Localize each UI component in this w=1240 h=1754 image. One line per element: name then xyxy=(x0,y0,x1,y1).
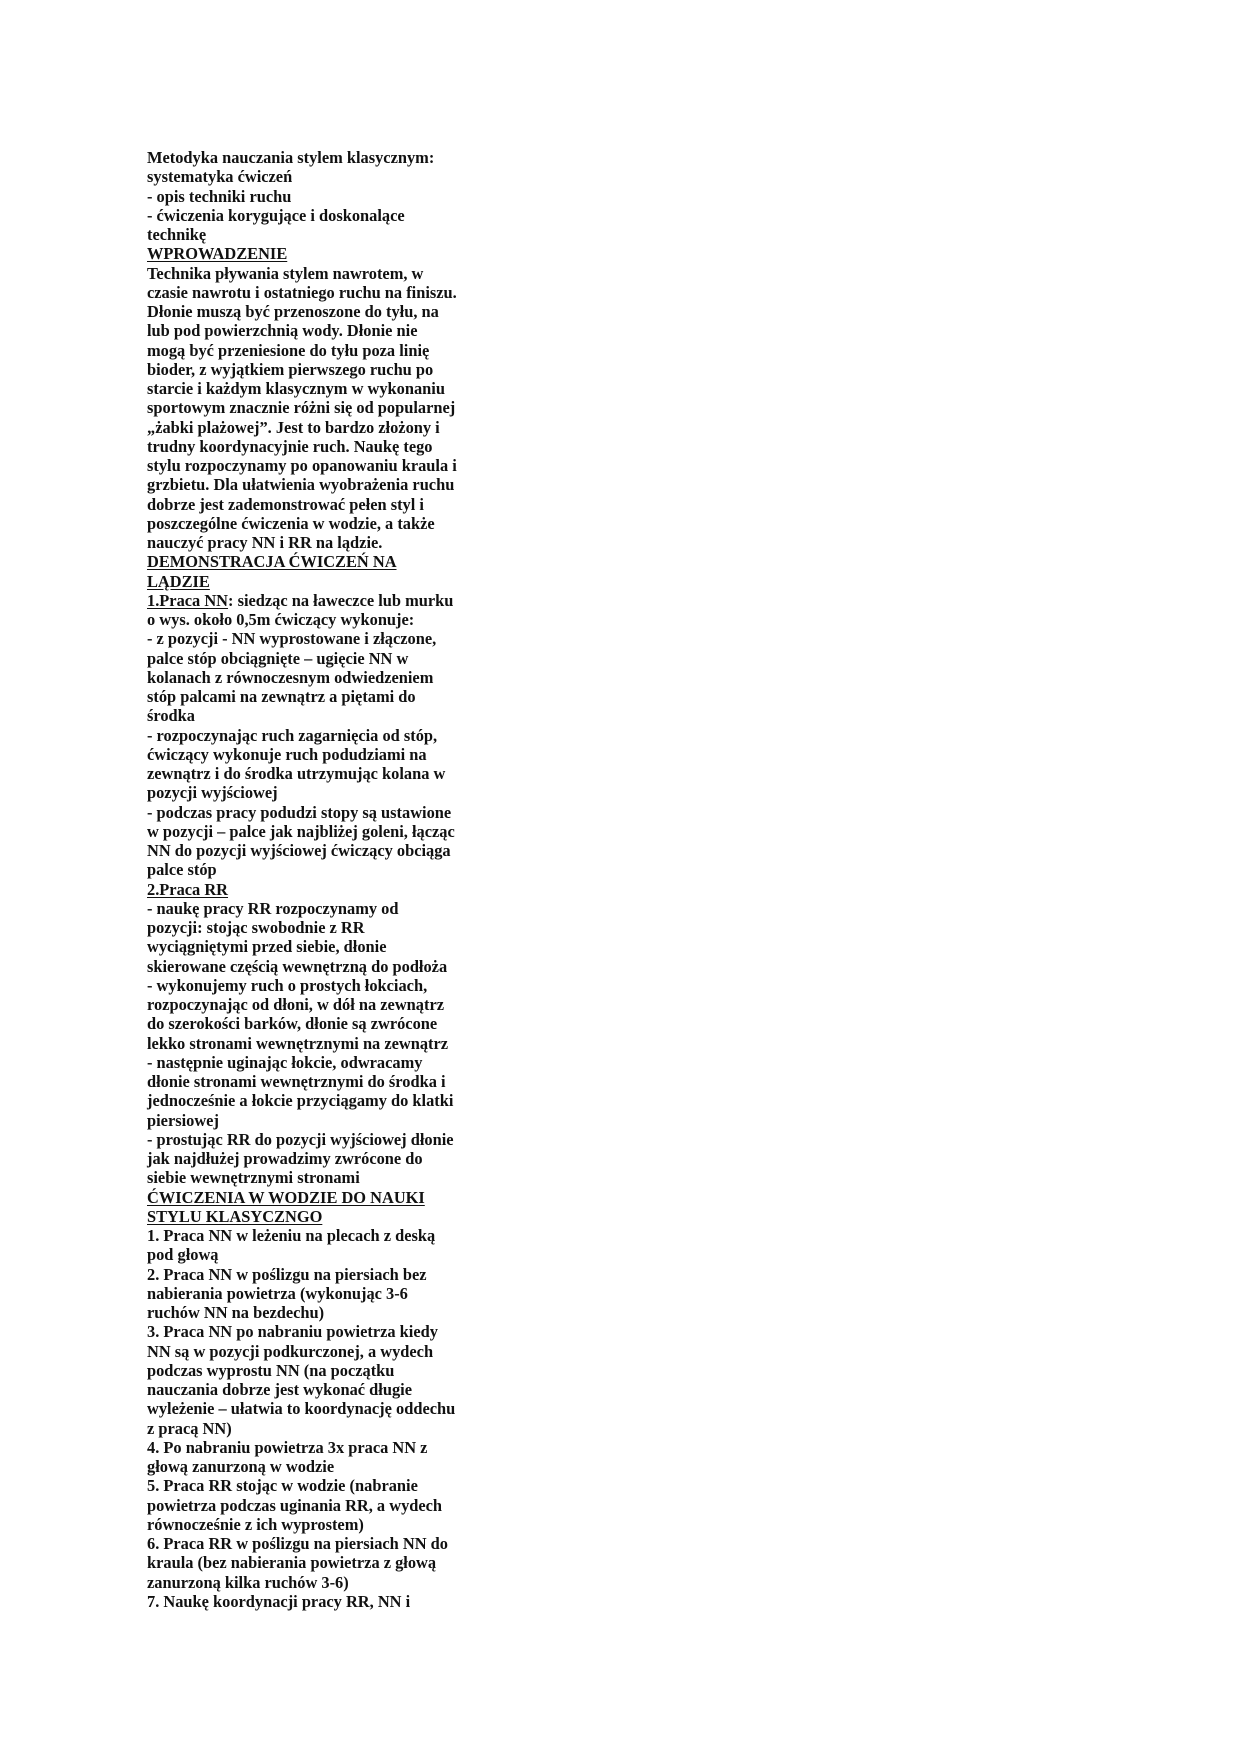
list-item: 6. Praca RR w poślizgu na piersiach NN do kraula (bez nabierania powietrza z głową zanurzoną kilka ruchów 3-6) xyxy=(147,1534,448,1592)
section-heading-land: DEMONSTRACJA ĆWICZEŃ NA LĄDZIE xyxy=(147,552,397,591)
outline-item: systematyka ćwiczeń xyxy=(147,167,293,187)
list-item: 5. Praca RR stojąc w wodzie (nabranie powietrza podczas uginania RR, a wydech równocześnie z ich wyprostem) xyxy=(147,1476,443,1534)
outline-item: - opis techniki ruchu xyxy=(147,186,292,206)
document-title: Metodyka nauczania stylem klasycznym: xyxy=(147,148,435,167)
nn-text: : siedząc na ławeczce lub murku o wys. około 0,5m ćwiczący wykonuje: xyxy=(147,590,454,629)
list-item: 3. Praca NN po nabraniu powietrza kiedy NN są w pozycji podkurczonej, a wydech podczas wyprostu NN (na początku nauczania dobrze jest wykonać długie wyleżenie – ułatwia to koordynację oddechu z pracą NN) xyxy=(147,1322,456,1438)
list-item: 1. Praca NN w leżeniu na plecach z deską pod głową xyxy=(147,1226,436,1265)
section-heading-intro: WPROWADZENIE xyxy=(147,244,288,264)
rr-label: 2.Praca RR xyxy=(147,879,229,899)
list-item: - wykonujemy ruch o prostych łokciach, rozpoczynając od dłoni, w dół na zewnątrz do szerokości barków, dłonie są zwrócone lekko stronami wewnętrznymi na zewnątrz xyxy=(147,975,449,1053)
list-item: - następnie uginając łokcie, odwracamy dłonie stronami wewnętrznymi do środka i jednocześnie a łokcie przyciągamy do klatki piersiowej xyxy=(147,1052,454,1130)
nn-label: 1.Praca NN xyxy=(147,590,229,610)
section-heading-water: ĆWICZENIA W WODZIE DO NAUKI STYLU KLASYCZNGO xyxy=(147,1187,425,1226)
outline-item: - ćwiczenia korygujące i doskonalące technikę xyxy=(147,205,405,244)
list-item: - podczas pracy podudzi stopy są ustawione w pozycji – palce jak najbliżej goleni, łącząc NN do pozycji wyjściowej ćwiczący obciąga palce stóp xyxy=(147,802,455,880)
list-item: - naukę pracy RR rozpoczynamy od pozycji: stojąc swobodnie z RR wyciągniętymi przed siebie, dłonie skierowane częścią wewnętrzną do podłoża xyxy=(147,898,448,976)
list-item: 4. Po nabraniu powietrza 3x praca NN z głową zanurzoną w wodzie xyxy=(147,1437,428,1476)
text-column xyxy=(147,148,457,1611)
nn-paragraph xyxy=(147,591,457,630)
list-item: - z pozycji - NN wyprostowane i złączone, palce stóp obciągnięte – ugięcie NN w kolanach z równoczesnym odwiedzeniem stóp palcami na zewnątrz a piętami do środka xyxy=(147,629,437,726)
list-item: 7. Naukę koordynacji pracy RR, NN i xyxy=(147,1591,411,1611)
list-item: - rozpoczynając ruch zagarnięcia od stóp, ćwiczący wykonuje ruch podudziami na zewnątrz i do środka utrzymując kolana w pozycji wyjściowej xyxy=(147,725,446,803)
list-item: - prostując RR do pozycji wyjściowej dłonie jak najdłużej prowadzimy zwrócone do siebie wewnętrznymi stronami xyxy=(147,1129,454,1188)
intro-paragraph: Technika pływania stylem nawrotem, w czasie nawrotu i ostatniego ruchu na finiszu. Dłonie muszą być przenoszone do tyłu, na lub pod powierzchnią wody. Dłonie nie mogą być przeniesione do tyłu poza linię bioder, z wyjątkiem pierwszego ruchu po starcie i każdym klasycznym w wykonaniu sportowym znacznie różni się od popularnej „żabki plażowej”. Jest to bardzo złożony i trudny koordynacyjnie ruch. Naukę tego stylu rozpoczynamy po opanowaniu kraula i grzbietu. Dla ułatwienia wyobrażenia ruchu dobrze jest zademonstrować pełen styl i poszczególne ćwiczenia w wodzie, a także nauczyć pracy NN i RR na lądzie. xyxy=(147,263,457,552)
list-item: 2. Praca NN w poślizgu na piersiach bez nabierania powietrza (wykonując 3-6 ruchów NN na bezdechu) xyxy=(147,1264,427,1322)
